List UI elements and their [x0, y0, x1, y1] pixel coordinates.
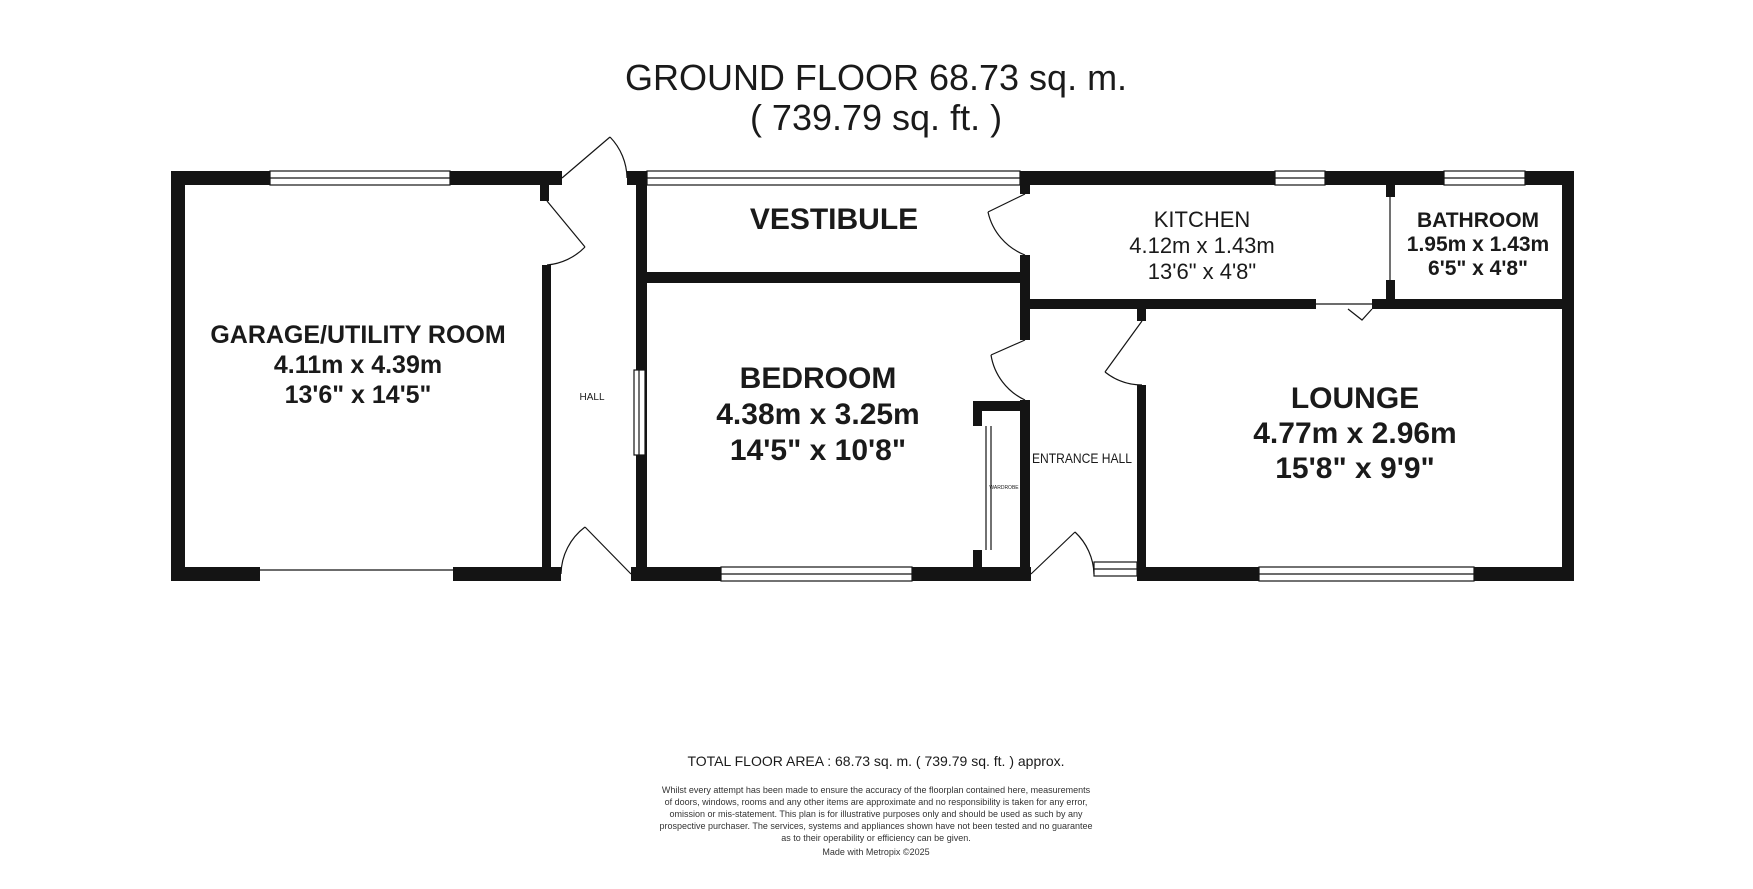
entrance-front-door	[1031, 532, 1094, 574]
lounge-left-wall	[1137, 385, 1146, 581]
kitchen-door	[988, 194, 1025, 255]
lounge-bottom-window	[1259, 567, 1474, 581]
kitchen-top-wall-mid	[1325, 171, 1444, 185]
garage-top-window	[270, 171, 450, 185]
bedroom-metric: 4.38m x 3.25m	[716, 398, 920, 431]
credit: Made with Metropix ©2025	[822, 847, 930, 857]
disclaimer-line: prospective purchaser. The services, systems and appliances shown have not been tested and no guarantee	[659, 821, 1093, 831]
vestibule-bedroom-divider	[636, 272, 1028, 283]
kitchen-top-wall	[1020, 171, 1275, 185]
plan-subtitle: ( 739.79 sq. ft. )	[749, 97, 1003, 138]
kitchen-bathroom-divider-bottom	[1386, 280, 1395, 300]
bedroom-right-wall-lower	[1020, 400, 1030, 581]
entrance-side-window	[1094, 562, 1137, 576]
lounge-bottom-wall-right	[1474, 567, 1574, 581]
bedroom-bottom-window	[721, 567, 912, 581]
hall-side-window	[634, 370, 645, 455]
kitchen-left-wall	[1020, 185, 1030, 194]
room-garage	[210, 321, 505, 409]
doors	[547, 137, 1390, 574]
bathroom-door	[1316, 304, 1372, 320]
bathroom-top-window	[1444, 171, 1525, 185]
room-lounge	[1253, 382, 1456, 485]
total-floor-area: TOTAL FLOOR AREA : 68.73 sq. m. ( 739.79 sq. ft. ) approx.	[687, 753, 1065, 769]
kitchen-top-window	[1275, 171, 1325, 185]
hall-rear-door	[561, 527, 631, 574]
kitchen-bottom-wall	[1028, 299, 1316, 309]
garage-name: GARAGE/UTILITY ROOM	[210, 321, 506, 349]
room-bathroom	[1407, 209, 1549, 280]
garage-bottom-wall-left	[171, 567, 260, 581]
garage-imperial: 13'6" x 14'5"	[284, 381, 432, 409]
vestibule-label: VESTIBULE	[749, 203, 919, 236]
garage-right-wall	[542, 265, 551, 567]
bedroom-name: BEDROOM	[739, 362, 897, 395]
lounge-imperial: 15'8" x 9'9"	[1275, 452, 1435, 485]
bathroom-metric: 1.95m x 1.43m	[1406, 233, 1550, 256]
wardrobe-left-wall-top	[973, 401, 982, 426]
lounge-bottom-wall-left	[1137, 567, 1259, 581]
room-bedroom	[716, 362, 919, 467]
vestibule-top-window	[647, 171, 1020, 185]
lounge-metric: 4.77m x 2.96m	[1253, 417, 1457, 450]
garage-internal-door	[547, 201, 585, 265]
hall-label: HALL	[579, 392, 605, 403]
disclaimer-line: omission or mis-statement. This plan is for illustrative purposes only and should be used as such by any	[669, 809, 1083, 819]
kitchen-bottom-wall-right	[1372, 299, 1574, 309]
disclaimer-line: of doors, windows, rooms and any other items are approximate and no responsibility is taken for any error,	[664, 797, 1088, 807]
plan-title: GROUND FLOOR 68.73 sq. m.	[624, 57, 1128, 98]
bedroom-right-wall-upper	[1020, 255, 1030, 340]
bedroom-bottom-wall-right	[912, 567, 1031, 581]
garage-left-wall	[171, 171, 185, 581]
kitchen-imperial: 13'6" x 4'8"	[1147, 259, 1257, 284]
disclaimer-line: Whilst every attempt has been made to ensure the accuracy of the floorplan contained here, measurements	[661, 785, 1091, 795]
entrance-hall-divider-top	[1137, 309, 1146, 321]
entrance-hall-label: ENTRANCE HALL	[1032, 450, 1133, 466]
bathroom-name: BATHROOM	[1416, 209, 1540, 232]
garage-top-wall-left	[171, 171, 270, 185]
kitchen-metric: 4.12m x 1.43m	[1129, 233, 1275, 258]
garage-bottom-wall-right	[453, 567, 561, 581]
bedroom-imperial: 14'5" x 10'8"	[729, 434, 907, 467]
bathroom-imperial: 6'5" x 4'8"	[1428, 257, 1528, 280]
hall-front-door	[562, 137, 627, 178]
kitchen-name: KITCHEN	[1153, 207, 1251, 232]
garage-right-wall-upper	[540, 185, 549, 201]
right-outer-wall	[1562, 171, 1574, 581]
lounge-door	[1105, 321, 1142, 385]
room-kitchen	[1129, 207, 1275, 284]
lounge-name: LOUNGE	[1290, 382, 1420, 415]
garage-top-wall-right	[450, 171, 562, 185]
bedroom-bottom-wall-left	[631, 567, 721, 581]
wardrobe-label: WARDROBE	[989, 485, 1019, 491]
bedroom-door	[991, 340, 1025, 400]
garage-metric: 4.11m x 4.39m	[273, 351, 443, 379]
disclaimer	[659, 785, 1092, 857]
disclaimer-line: as to their operability or efficiency can be given.	[781, 833, 971, 843]
wardrobe-left-wall-bottom	[973, 550, 982, 572]
kitchen-bathroom-divider-top	[1386, 185, 1395, 197]
